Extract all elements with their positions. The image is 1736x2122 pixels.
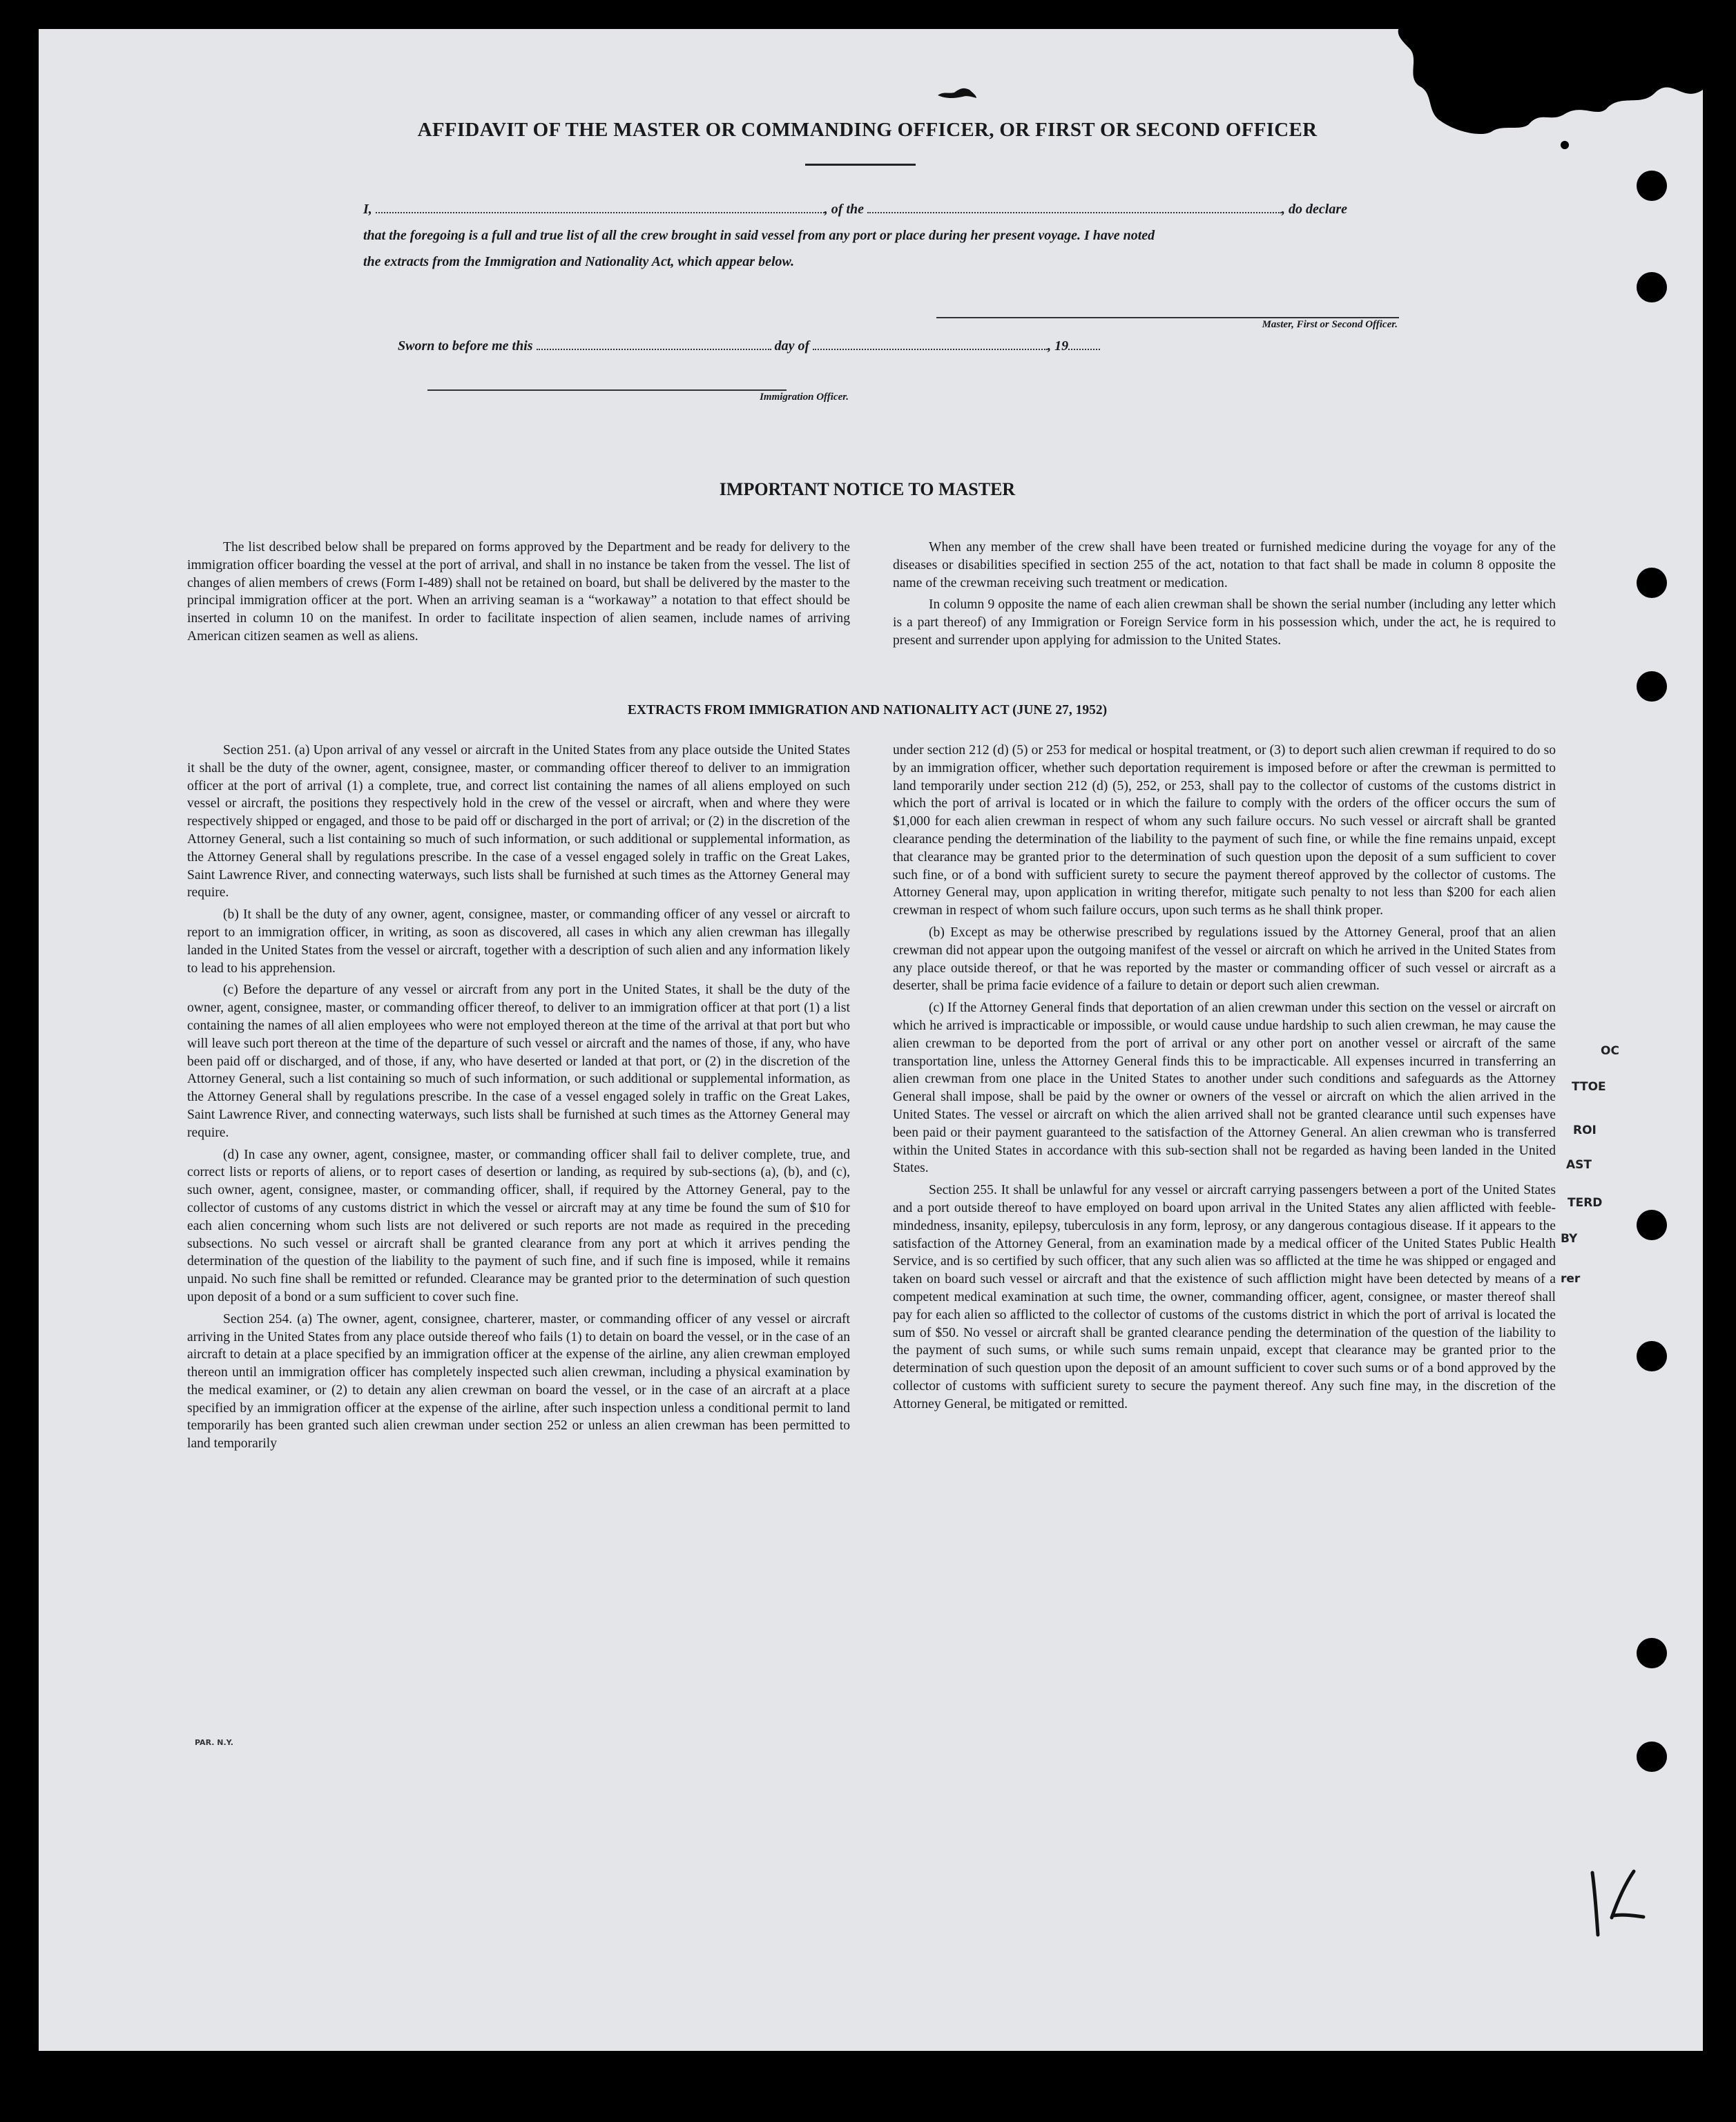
stamp-mark [936, 86, 978, 102]
declaration-line-2: that the foregoing is a full and true list of all the crew brought in said vessel from any port or place during her present voyage. I have noted [363, 228, 1155, 243]
binder-hole [1637, 1341, 1667, 1371]
section-251-a: Section 251. (a) Upon arrival of any vessel or aircraft in the United States from any place outside the United States it shall be the duty of the owner, agent, consignee, master, or commanding officer thereof to deliver to an immigration officer at the port of arrival (1) a complete, true, and correct list containing the names of all aliens employed on such vessel or aircraft, the positions they respectively hold in the crew of the vessel or aircraft, when and where they were respectively shipped or engaged, and those to be paid off or discharged in the port of arrival; or (2) in the discretion of the Attorney General, such a list containing so much of such information, or such additional or supplemental information, as the Attorney General shall by regulations prescribe. In the case of a vessel engaged solely in traffic on the Great Lakes, Saint Lawrence River, and connecting waterways, such lists shall be furnished at such times as the Attorney General may require. [187, 743, 850, 900]
margin-mark: rer [1561, 1272, 1581, 1286]
title-rule [805, 164, 916, 166]
vessel-blank[interactable] [867, 198, 1282, 213]
margin-mark: TTOE [1572, 1080, 1606, 1094]
section-254-b: (b) Except as may be otherwise prescribed by regulations issued by the Attorney General, proof that an alien crewman did not appear upon the outgoing manifest of the vessel or aircraft on which he arrived in the United States from any place outside thereof, or that he was reported by the master or commanding officer of such vessel or aircraft as a deserter, shall be prima facie evidence of a failure to detain or deport such alien crewman. [893, 925, 1556, 994]
notice-title: IMPORTANT NOTICE TO MASTER [719, 479, 1016, 499]
binder-hole [1637, 568, 1667, 598]
master-signature-line[interactable] [936, 317, 1399, 318]
section-254-a-continued: under section 212 (d) (5) or 253 for medical or hospital treatment, or (3) to deport such alien crewman if required to do so by an immigration officer, whether such deportation requirement is imposed before or after the crewman is permitted to land temporarily under section 212 (d) (5), 252, or 253, shall pay to the collector of customs of the customs district in which the port of arrival is located or in which the failure to comply with the orders of the officer occurs the sum of $1,000 for each alien crewman in respect of whom any such failure occurs. No such vessel or aircraft shall be granted clearance pending the determination of the liability to the payment of such fine, or while the fine remains unpaid, except that clearance may be granted prior to the determination of such question upon the deposit of a sum sufficient to cover such fine, or of a bond with sufficient surety to secure the payment thereof approved by the collector of customs. The Attorney General may, upon application in writing therefor, mitigate such penalty to not less than $200 for each alien crewman in respect of whom such failure occurs, upon such terms as he shall think proper. [893, 743, 1556, 918]
notice-right-paragraph-2: In column 9 opposite the name of each alien crewman shall be shown the serial number (including any letter which is a part thereof) of any Immigration or Foreign Service form in his possession which, under the act, he is required to present and surrender upon applying for admission to the United States. [893, 597, 1556, 648]
binder-hole [1637, 272, 1667, 302]
extracts-left-column [187, 742, 850, 1453]
notice-left-paragraph: The list described below shall be prepared on forms approved by the Department and be ready for delivery to the immigration officer boarding the vessel at the port of arrival, and shall in no instance be taken from the vessel. The list of changes of alien members of crews (Form I-489) shall not be retained on board, but shall be delivered by the master to the principal immigration officer at the port. When an arriving seaman is a “workaway” a notation to that effect should be inserted in column 10 on the manifest. In order to facilitate inspection of alien seamen, include names of arriving American citizen seamen as well as aliens. [187, 540, 850, 644]
printer-mark: PAR. N.Y. [195, 1738, 233, 1747]
sworn-label: Sworn to before me this [398, 338, 533, 354]
section-251-d: (d) In case any owner, agent, consignee, master, or commanding officer shall fail to deliver complete, true, and correct lists or reports of aliens, or to report cases of desertion or landing, as required by sub-sections (a), (b), and (c), such owner, agent, consignee, master, or commanding officer, shall, if required by the Attorney General, pay to the collector of customs of any customs district in which the vessel or aircraft may at any time be found the sum of $10 for each alien concerning whom such lists are not delivered or such reports are not made as required in the preceding subsections. No such vessel or aircraft shall be granted clearance from any port at which it arrives pending the determination of the question of the liability to the payment of such fine, and if such fine is imposed, while it remains unpaid. No such fine shall be remitted or refunded. Clearance may be granted prior to the determination of such question upon deposit of a bond or a sum sufficient to cover such fine. [187, 1147, 850, 1304]
document-page [39, 29, 1703, 2051]
sworn-year-blank[interactable] [1068, 335, 1100, 350]
declaration-block [363, 196, 1440, 275]
handwritten-number [1585, 1866, 1648, 1942]
notice-left [187, 539, 850, 646]
notice-right-paragraph-1: When any member of the crew shall have been treated or furnished medicine during the voyage for any of the diseases or disabilities specified in section 255 of the act, notation to that fact shall be made in column 8 opposite the name of the crewman receiving such treatment or medication. [893, 540, 1556, 590]
sworn-month-blank[interactable] [813, 335, 1048, 350]
name-blank[interactable] [376, 198, 824, 213]
section-251-b: (b) It shall be the duty of any owner, agent, consignee, master, or commanding officer of any vessel or aircraft to report to an immigration officer, in writing, as soon as discovered, all cases in which any alien crewman has illegally landed in the United States from the vessel or aircraft, together with a description of such alien and any information likely to lead to his apprehension. [187, 907, 850, 976]
section-254-c: (c) If the Attorney General finds that deportation of an alien crewman under this section on the vessel or aircraft on which he arrived is impracticable or impossible, or would cause undue hardship to such alien crewman, he may cause the alien crewman to be deported from the port of arrival or any other port on another vessel or aircraft of the same transportation line, unless the Attorney General finds this to be impracticable. All expenses incurred in transferring an alien crewman from one place in the United States to another under such conditions and safeguards as the Attorney General shall impose, shall be paid by the owner or owners of the vessel or aircraft on which the alien arrived in the United States. The vessel or aircraft on which the alien arrived shall not be granted clearance until such expenses have been paid or their payment guaranteed to the satisfaction of the Attorney General. An alien crewman who is transferred within the United States in accordance with this sub-section shall not be regarded as having been landed in the United States. [893, 1001, 1556, 1176]
i-label: I, [363, 202, 372, 217]
officer-signature-line[interactable] [427, 389, 787, 391]
margin-mark: ROI [1573, 1123, 1597, 1137]
margin-mark: OC [1601, 1044, 1619, 1058]
officer-caption: Immigration Officer. [760, 392, 849, 403]
binder-hole [1637, 671, 1667, 702]
extracts-title: EXTRACTS FROM IMMIGRATION AND NATIONALITY ACT (JUNE 27, 1952) [627, 703, 1108, 717]
extracts-right-column [893, 742, 1556, 1413]
margin-mark: BY [1561, 1232, 1578, 1246]
year-label: , 19 [1048, 338, 1069, 354]
section-254-a: Section 254. (a) The owner, agent, consignee, charterer, master, or commanding officer of any vessel or aircraft arriving in the United States from any place outside thereof who fails (1) to detain on board the vessel, or in the case of an aircraft to detain at a place specified by an immigration officer at the expense of the airline, any alien crewman employed thereon until an immigration officer has completely inspected such alien crewman, including a physical examination by the medical examiner, or (2) to detain any alien crewman on board the vessel, or in the case of an aircraft at a place specified by an immigration officer at the expense of the airline, after such inspection unless a conditional permit to land temporarily has been granted such alien crewman under section 252 or unless an alien crewman has been permitted to land temporarily [187, 1311, 850, 1451]
of-the-label: , of the [824, 202, 865, 217]
section-251-c: (c) Before the departure of any vessel or aircraft from any port in the United States, it shall be the duty of the owner, agent, consignee, master, or commanding officer thereof, to deliver to an immigration officer at that port (1) a list containing the names of all alien employees who were not employed thereon at the time of the arrival at that port but who will leave such port thereon at the time of the departure of such vessel or aircraft and the names of those, if any, who have been paid off or discharged, and of those, if any, who have deserted or landed at that port, or (2) in the discretion of the Attorney General, such a list containing so much of such information, or such additional or supplemental information, as the Attorney General shall by regulations prescribe. In the case of a vessel engaged solely in traffic on the Great Lakes, Saint Lawrence River, and connecting waterways, such lists shall be furnished at such times as the Attorney General may require. [187, 983, 850, 1140]
do-declare-label: , do declare [1282, 202, 1347, 217]
section-255: Section 255. It shall be unlawful for any vessel or aircraft carrying passengers between a port of the United States and a port outside thereof to have employed on board upon arrival in the United States any alien afflicted with feeble-mindedness, insanity, epilepsy, tuberculosis in any form, leprosy, or any dangerous contagious disease. If it appears to the satisfaction of the Attorney General, from an examination made by a medical officer of the United States Public Health Service, and is so certified by such officer, that any such alien was so afflicted at the time he was shipped or engaged and taken on board such vessel or aircraft and that the existence of such affliction might have been detected by means of a competent medical examination at such time, the owner, commanding officer, agent, consignee, or master thereof shall pay for each alien so afflicted to the collector of customs of the customs district in which the port of arrival is located the sum of $50. No vessel or aircraft shall be granted clearance pending the determination of the question of the liability to the payment of such sums, or while such sums remain unpaid, except that clearance may be granted prior to the determination of such question upon the deposit of an amount sufficient to cover such sums or of a bond approved by the collector of customs with sufficient surety to secure the payment thereof. Any such fine may, in the discretion of the Attorney General, be mitigated or remitted. [893, 1183, 1556, 1411]
sworn-day-blank[interactable] [537, 335, 771, 350]
binder-hole [1637, 1742, 1667, 1772]
notice-right [893, 539, 1556, 650]
affidavit-title: AFFIDAVIT OF THE MASTER OR COMMANDING OFFICER, OR FIRST OR SECOND OFFICER [417, 119, 1318, 141]
binder-hole [1637, 1638, 1667, 1668]
sworn-line [398, 333, 1100, 359]
margin-mark: AST [1566, 1158, 1592, 1172]
master-caption: Master, First or Second Officer. [1262, 319, 1398, 330]
binder-hole [1637, 1210, 1667, 1240]
declaration-line-3: the extracts from the Immigration and Nationality Act, which appear below. [363, 254, 795, 269]
day-of-label: day of [774, 338, 810, 354]
margin-mark: TERD [1568, 1196, 1603, 1210]
binder-hole [1637, 171, 1667, 201]
